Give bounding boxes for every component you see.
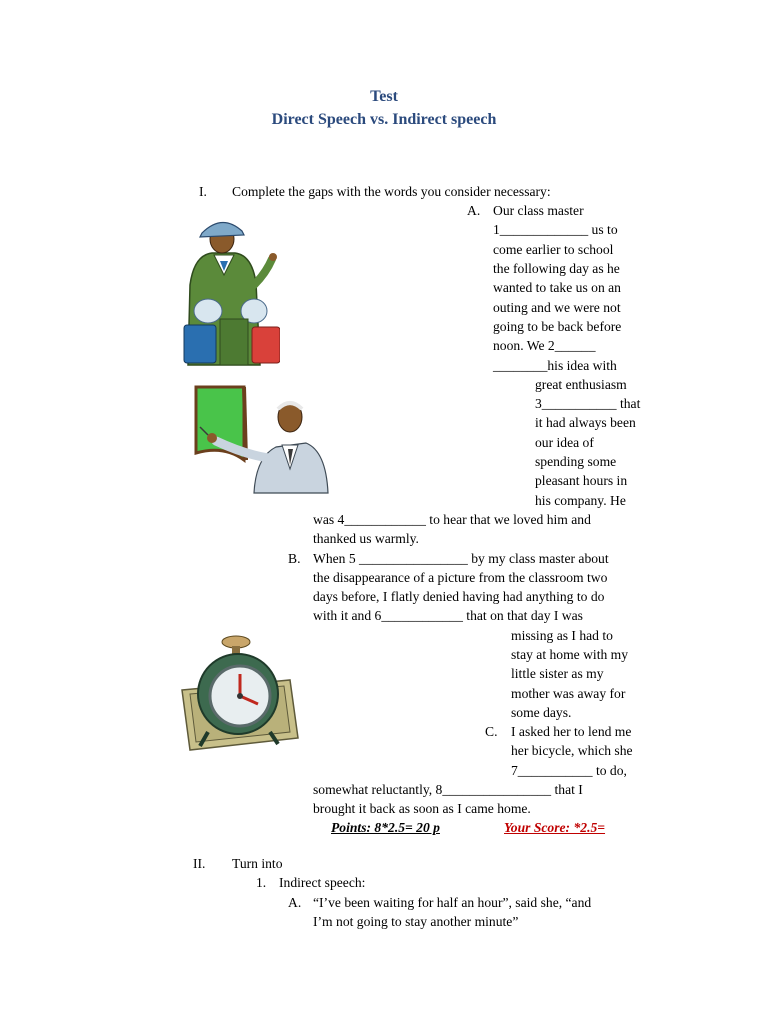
subsection-1-heading: Indirect speech:: [279, 875, 366, 890]
alarm-clock-clipart: [178, 632, 300, 754]
item-c-line: 7___________ to do,: [511, 763, 627, 778]
page-title: Test: [370, 88, 398, 105]
item-a-line: 1_____________ us to: [493, 222, 618, 237]
teacher-at-board-clipart: [194, 385, 329, 495]
item-a-line: ________his idea with: [493, 358, 617, 373]
section-2-item-a-line: “I’ve been waiting for half an hour”, said she, “and: [313, 895, 592, 910]
item-c-line: brought it back as soon as I came home.: [313, 801, 531, 816]
item-b-line: missing as I had to: [511, 628, 613, 643]
section-1-number: I.: [199, 184, 207, 199]
item-a-line: Our class master: [493, 203, 584, 218]
item-a-line: the following day as he: [493, 261, 620, 276]
item-a-line: noon. We 2______: [493, 338, 596, 353]
page-subtitle: Direct Speech vs. Indirect speech: [271, 111, 497, 128]
item-a-marker: A.: [467, 203, 481, 218]
item-a-line: our idea of: [535, 435, 594, 450]
item-b-line: days before, I flatly denied having had anything to do: [313, 589, 605, 604]
item-a-line: was 4____________ to hear that we loved him and: [313, 512, 591, 527]
section-2-item-a-line: I’m not going to stay another minute”: [313, 914, 519, 929]
subsection-1-number: 1.: [256, 875, 267, 890]
item-c-line: somewhat reluctantly, 8________________ that I: [313, 782, 583, 797]
item-b-line: stay at home with my: [511, 647, 629, 662]
item-a-line: wanted to take us on an: [493, 280, 621, 295]
section-1-instruction: Complete the gaps with the words you consider necessary:: [232, 184, 551, 199]
item-b-line: the disappearance of a picture from the classroom two: [313, 570, 608, 585]
item-a-line: 3___________ that: [535, 396, 641, 411]
item-b-line: little sister as my: [511, 666, 604, 681]
item-a-line: pleasant hours in: [535, 473, 628, 488]
item-a-line: great enthusiasm: [535, 377, 627, 392]
section-2-number: II.: [193, 856, 206, 871]
item-b-marker: B.: [288, 551, 301, 566]
item-c-marker: C.: [485, 724, 498, 739]
section-2-item-a-marker: A.: [288, 895, 302, 910]
teacher-with-pupils-clipart: [180, 215, 280, 370]
section-2-heading: Turn into: [232, 856, 283, 871]
points-label: Points: 8*2.5= 20 p: [331, 820, 440, 835]
item-b-line: with it and 6____________ that on that day I was: [313, 608, 583, 623]
item-c-line: I asked her to lend me: [511, 724, 632, 739]
item-b-line: When 5 ________________ by my class master about: [313, 551, 609, 566]
item-a-line: going to be back before: [493, 319, 622, 334]
item-a-line: outing and we were not: [493, 300, 621, 315]
item-b-line: some days.: [511, 705, 572, 720]
item-a-line: it had always been: [535, 415, 636, 430]
item-a-line: come earlier to school: [493, 242, 614, 257]
item-b-line: mother was away for: [511, 686, 626, 701]
item-a-line: thanked us warmly.: [313, 531, 419, 546]
item-a-line: spending some: [535, 454, 617, 469]
score-label: Your Score: *2.5=: [504, 820, 606, 835]
item-a-line: his company. He: [535, 493, 626, 508]
item-c-line: her bicycle, which she: [511, 743, 633, 758]
